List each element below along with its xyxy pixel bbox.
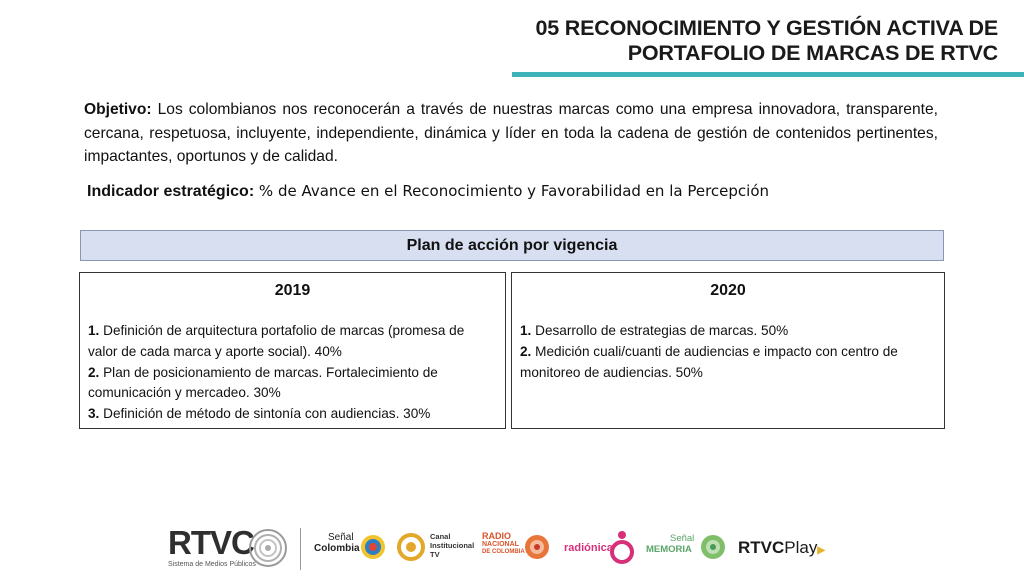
memoria-top: Señal [670,533,695,544]
indicator-value: % de Avance en el Reconocimiento y Favorabilidad en la Percepción [254,182,770,200]
plan-2019-item-1 [88,321,497,363]
radio-nacional-icon [524,534,550,560]
radio-line-1: RADIO [482,531,511,541]
item-number: 1. [520,323,532,338]
rtvc-logo [168,526,256,568]
footer-divider [300,528,301,570]
title-line-1: 05 RECONOCIMIENTO Y GESTIÓN ACTIVA DE [535,16,998,40]
radio-line-3: DE COLOMBIA [482,549,525,555]
rtvc-logo-subtitle: Sistema de Medios Públicos [168,561,256,568]
item-number: 3. [88,406,100,422]
year-2020-heading: 2020 [710,282,746,299]
page-title [478,16,998,66]
senal-memoria-icon [700,534,726,560]
plan-2020-item-2 [520,342,936,384]
senal-colombia-icon [360,534,386,560]
plan-header: Plan de acción por vigencia [80,230,944,261]
radio-line-2: NACIONAL [482,541,519,548]
plan-2019-box [79,272,506,429]
item-number: 2. [520,343,532,359]
item-number: 2. [88,364,100,380]
radionica-icon [610,530,634,564]
plan-2019-item-2 [88,363,497,405]
footer-logos [160,522,860,572]
objective-paragraph [84,98,938,169]
canal-line-3: TV [430,550,440,559]
item-text: Definición de arquitectura portafolio de marcas (promesa de valor de cada marca y aporte social). 40% [88,323,465,359]
strategic-indicator [87,180,947,203]
objective-label: Objetivo: [84,101,152,118]
plan-2019-item-3 [88,404,497,425]
radio-nacional-logo [482,531,525,556]
canal-institucional-icon [396,532,426,562]
item-text: Desarrollo de estrategias de marcas. 50% [531,323,789,338]
memoria-bottom: MEMORIA [646,544,692,555]
objective-text: Los colombianos nos reconocerán a través de nuestras marcas como una empresa innovadora, transparente, cercana, respetuosa, incluyente, independiente, dinámica y líder en toda la cadena de gestión de contenidos pertinentes, impactantes, oportunos y de calidad. [84,101,938,165]
rtvc-spiral-icon [248,528,288,568]
play-triangle-icon: ▶ [817,545,826,556]
rtvc-play-b: Play [784,538,818,557]
item-text: Medición cuali/cuanti de audiencias e impacto con centro de monitoreo de audiencias. 50% [520,343,898,380]
radionica-logo: radiónica [564,542,613,554]
senal-memoria-logo [646,533,694,555]
title-underline [512,72,1024,77]
rtvc-play-a: RTVC [738,538,785,557]
year-2019-heading: 2019 [274,282,311,299]
title-line-2: PORTAFOLIO DE MARCAS DE RTVC [627,41,998,65]
item-number: 1. [88,323,100,338]
canal-line-1: Canal [430,532,451,541]
senal-colombia-bottom: Colombia [314,543,360,554]
rtvc-play-logo [738,538,825,561]
item-text: Plan de posicionamiento de marcas. Fortalecimiento de comunicación y mercadeo. 30% [88,364,438,401]
canal-institucional-logo [430,532,474,559]
senal-colombia-top: Señal [328,532,354,543]
plan-2020-item-1 [520,321,936,342]
plan-2020-box [511,272,945,429]
item-text: Definición de método de sintonía con audiencias. 30% [99,406,431,422]
canal-line-2: Institucional [430,541,475,550]
rtvc-logo-text: RTVC [168,524,254,561]
senal-colombia-logo [314,532,360,554]
indicator-label: Indicador estratégico: [87,183,255,200]
